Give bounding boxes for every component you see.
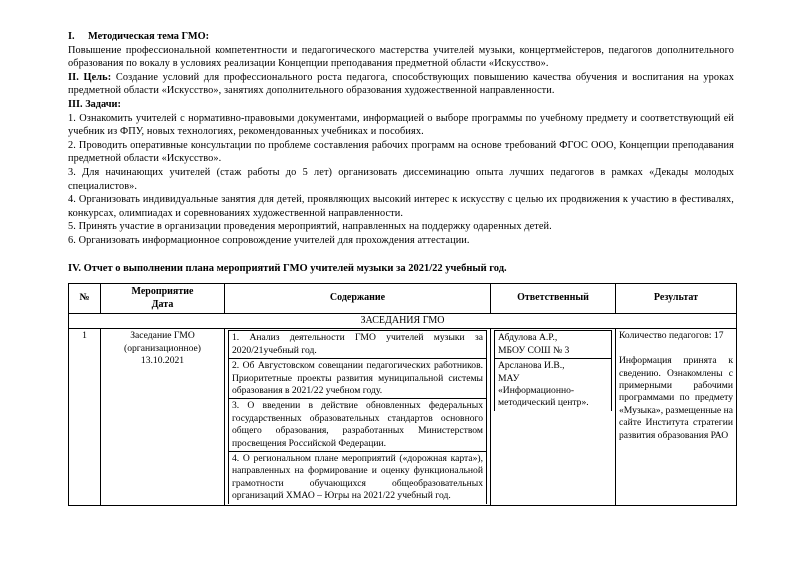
- task-item-5: 5. Принять участие в организации проведения мероприятий, направленных на поддержку одаренных детей.: [68, 221, 552, 233]
- responsible-name-2: Арсланова И.В.,: [498, 360, 565, 372]
- responsible-group-row: [495, 359, 612, 411]
- section-roman-2: II.: [68, 71, 79, 83]
- section-roman-1: I.: [68, 31, 75, 42]
- spacer: [68, 248, 734, 262]
- task-item-4: 4. Организовать индивидуальные занятия для детей, проявляющих высокий интерес к искусству с целью их продвижения к участию в фестивалях, конкурсах, олимпиадах и соревнованиях художественной направленности.: [68, 194, 734, 219]
- table-section-row: [69, 313, 737, 328]
- column-header-content: Содержание: [225, 284, 491, 314]
- result-count: Количество педагогов: 17: [619, 330, 724, 342]
- responsible-group-2: [495, 359, 612, 411]
- section-title-1: Методическая тема ГМО:: [88, 31, 210, 42]
- column-header-result: Результат: [616, 284, 737, 314]
- column-header-event-line2: Дата: [151, 298, 174, 310]
- responsible-org-2b: «Информационно-: [498, 384, 575, 396]
- responsible-group-row: [495, 331, 612, 359]
- content-item-row: [229, 399, 487, 452]
- cell-responsible: [491, 329, 616, 505]
- responsible-org-2c: методический центр».: [498, 397, 589, 409]
- task-item-6: 6. Организовать информационное сопровождение учителей для прохождения аттестации.: [68, 234, 470, 246]
- table-section-label: ЗАСЕДАНИЯ ГМО: [69, 313, 737, 328]
- plan-table: [68, 283, 737, 506]
- column-header-event-line1: Мероприятие: [131, 286, 194, 298]
- section-heading-3: [68, 98, 734, 112]
- content-sublist: [228, 330, 487, 503]
- column-header-num: №: [69, 284, 101, 314]
- cell-result: [616, 329, 737, 505]
- task-item-1: 1. Ознакомить учителей с нормативно-правовыми документами, информацией о выборе программы по учебному предмету и соответствующий ей учебник из ФПУ, новых технологиях, рекомендованных учебниках и пособиях.: [68, 112, 734, 138]
- cell-event: [101, 329, 225, 505]
- table-row: [69, 329, 737, 505]
- section-heading-1: [68, 30, 734, 44]
- table-header-row: [69, 284, 737, 314]
- task-item-2: 2. Проводить оперативные консультации по проблеме составления рабочих программ на основе требований ФГОС ООО, Концепции преподавания предметной области «Искусство».: [68, 139, 734, 165]
- section-body-1: Повышение профессиональной компетентности и педагогического мастерства учителей музыки, концертмейстеров, педагогов дополнительного образования по вокалу в условиях реализации Концепции преподавания предметной области «Искусство».: [68, 44, 734, 70]
- content-item-row: [229, 359, 487, 399]
- responsible-name-1: Абдулова А.Р.,: [498, 332, 558, 344]
- cell-content: [225, 329, 491, 505]
- section-roman-3: III.: [68, 98, 83, 110]
- cell-row-number: 1: [69, 329, 101, 505]
- content-item-2: 2. Об Августовском совещании педагогических работников. Приоритетные проекты развития муниципальной системы образования в 2021/22 учебном году.: [229, 359, 487, 399]
- content-item-row: [229, 451, 487, 503]
- cell-event-date: 13.10.2021: [140, 355, 185, 367]
- content-item-4: 4. О региональном плане мероприятий («дорожная карта»), направленных на формирование и оценку функциональной грамотности обучающихся общеобразовательных организаций ХМАО – Югры на 2021/22 учебный год.: [229, 451, 487, 503]
- column-header-event: [101, 284, 225, 314]
- result-text: Информация принята к сведению. Ознакомлены с примерными рабочими программами по предмету «Музыка», размещенные на сайте Института стратегии развития образования РАО: [619, 355, 733, 441]
- section-title-3: Задачи:: [85, 98, 121, 110]
- content-item-3: 3. О введении в действие обновленных федеральных государственных образовательных стандартов основного общего образования, разработанных Министерством просвещения Российской Федерации.: [229, 399, 487, 452]
- section-heading-2: [68, 71, 734, 98]
- cell-event-line1: Заседание ГМО: [130, 330, 195, 342]
- responsible-sublist: [494, 330, 612, 410]
- cell-event-line2: (организационное): [124, 342, 201, 354]
- result-spacer: [619, 343, 733, 355]
- task-item-3: 3. Для начинающих учителей (стаж работы до 5 лет) организовать диссеминацию опыта лучших педагогов в рамках «Декады молодых специалистов».: [68, 166, 734, 192]
- responsible-group-1: [495, 331, 612, 359]
- content-item-row: [229, 331, 487, 359]
- responsible-org-1: МБОУ СОШ № 3: [498, 344, 570, 356]
- content-item-1: 1. Анализ деятельности ГМО учителей музыки за 2020/21учебный год.: [229, 331, 487, 359]
- section-body-2: Создание условий для профессионального роста педагога, способствующих повышению качества обучения и воспитания на уроках предметной области «Искусство», занятиях дополнительного образования художественной направленности.: [68, 71, 734, 97]
- column-header-responsible: Ответственный: [491, 284, 616, 314]
- section-title-2: Цель:: [83, 71, 112, 83]
- responsible-org-2a: МАУ: [498, 372, 520, 384]
- report-title: IV. Отчет о выполнении плана мероприятий ГМО учителей музыки за 2021/22 учебный год.: [68, 263, 507, 275]
